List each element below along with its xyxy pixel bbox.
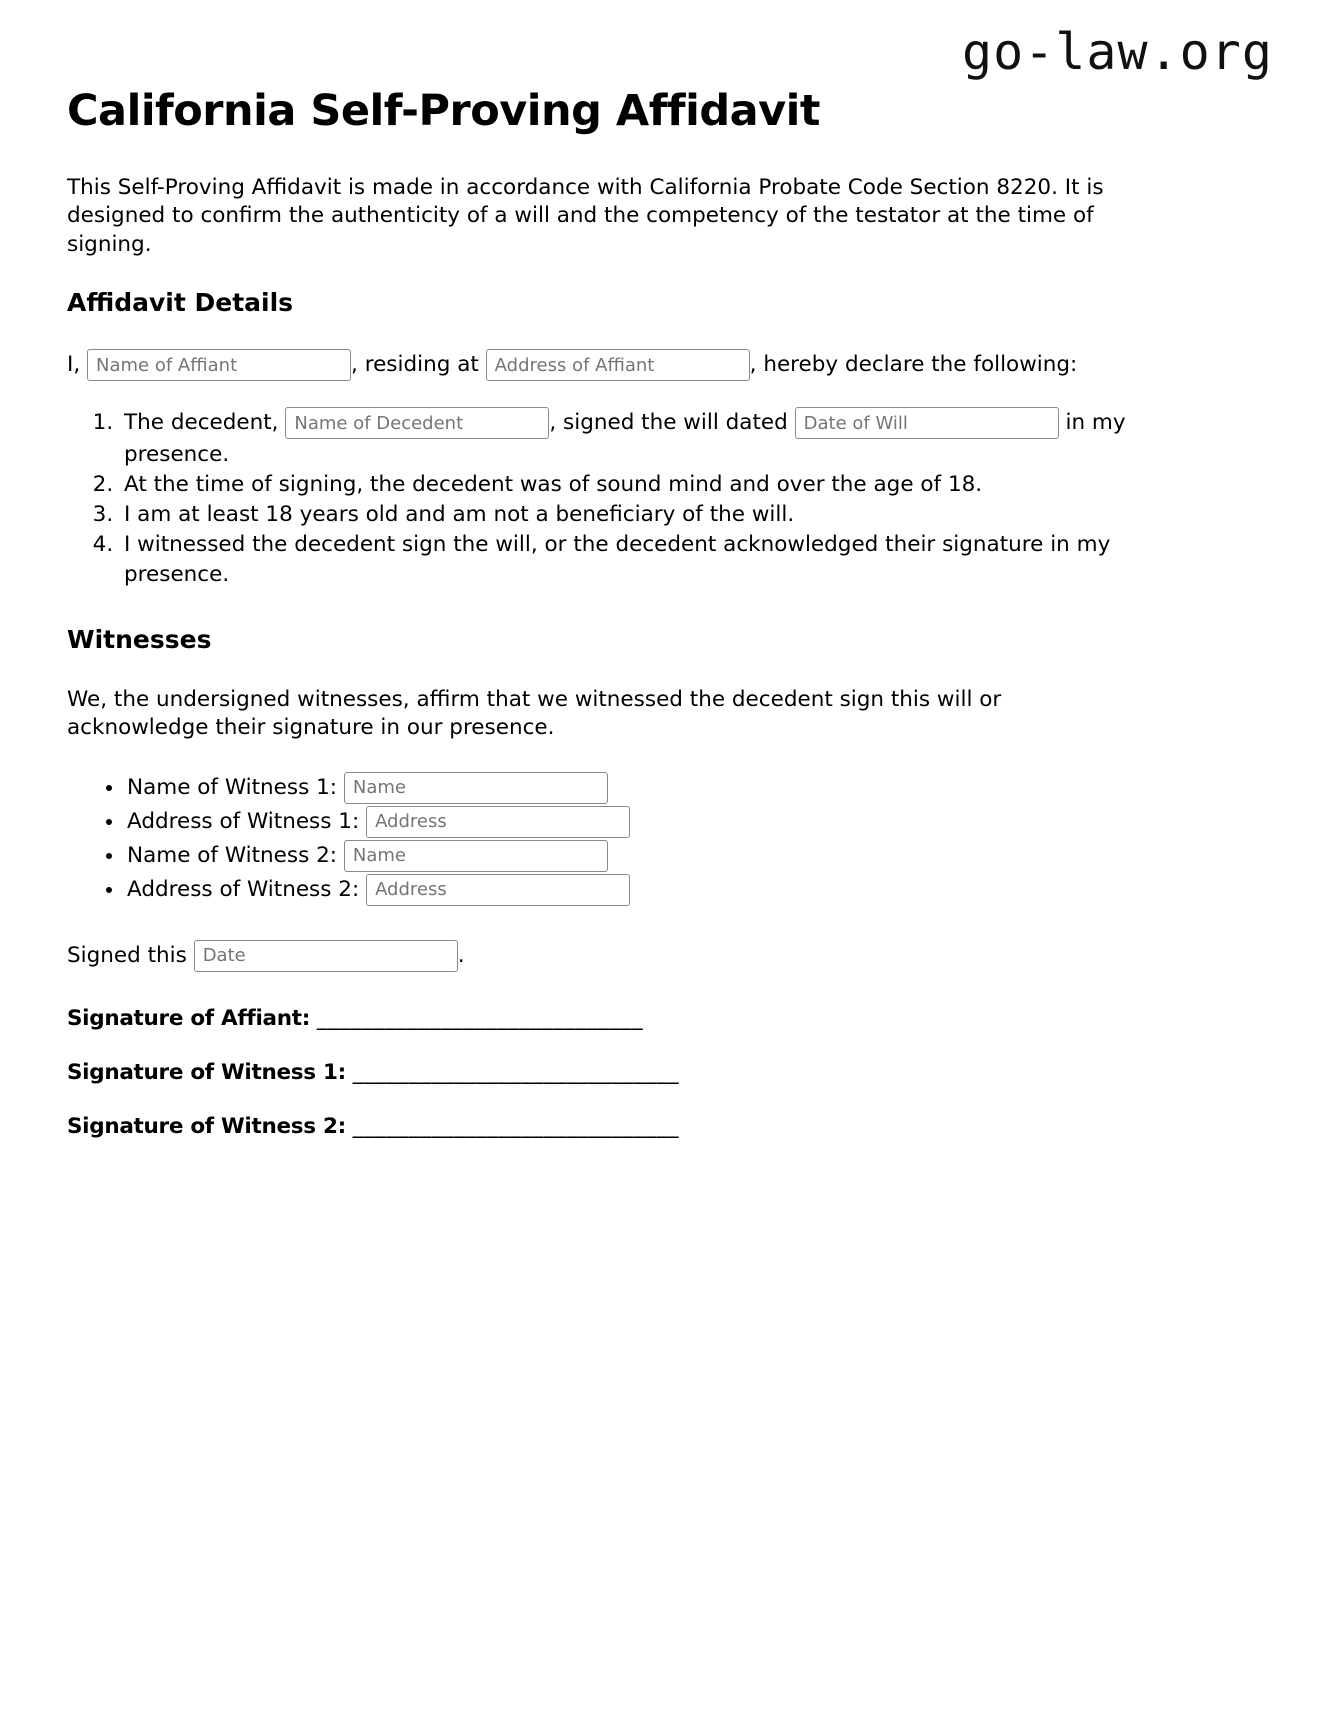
declaration-line bbox=[67, 348, 1147, 382]
witnesses-heading: Witnesses bbox=[67, 625, 212, 655]
page-title: California Self-Proving Affidavit bbox=[67, 86, 820, 136]
signed-date-line bbox=[67, 939, 1147, 973]
signature-affiant-label: Signature of Affiant: bbox=[67, 1005, 311, 1031]
signed-this-period: . bbox=[457, 942, 465, 968]
signature-witness2-rule: _____________________________ bbox=[352, 1113, 680, 1139]
witnesses-intro-paragraph: We, the undersigned witnesses, affirm that we witnessed the decedent sign this will or acknowledge their signature in our presence. bbox=[67, 686, 1002, 741]
signed-this-label: Signed this bbox=[67, 942, 187, 968]
witness1-address-input[interactable] bbox=[366, 806, 630, 838]
statement-item-3: 3. I am at least 18 years old and am not a beneficiary of the will. bbox=[120, 500, 1147, 530]
witness1-address-label: Address of Witness 1: bbox=[127, 808, 360, 834]
witness2-name-item bbox=[125, 839, 1147, 873]
signing-date-input[interactable] bbox=[194, 940, 458, 972]
statement-item-1 bbox=[120, 406, 1147, 470]
affidavit-statements-list bbox=[67, 406, 1147, 590]
signature-line-witness2 bbox=[67, 1113, 1147, 1141]
witness2-address-label: Address of Witness 2: bbox=[127, 876, 360, 902]
statement1-part3: in my presence. bbox=[124, 410, 1126, 468]
declaration-part2: , residing at bbox=[351, 352, 479, 378]
site-logo: go-law.org bbox=[961, 23, 1273, 81]
witness-fields-list bbox=[67, 771, 1147, 907]
signature-witness1-label: Signature of Witness 1: bbox=[67, 1059, 346, 1085]
witness2-name-input[interactable] bbox=[344, 840, 608, 872]
will-date-input[interactable] bbox=[795, 407, 1059, 439]
declaration-part3: , hereby declare the following: bbox=[749, 352, 1078, 378]
witness2-address-input[interactable] bbox=[366, 874, 630, 906]
witness1-address-item bbox=[125, 805, 1147, 839]
signature-affiant-rule: _____________________________ bbox=[316, 1005, 644, 1031]
statement1-part2: , signed the will dated bbox=[549, 410, 788, 436]
decedent-name-input[interactable] bbox=[285, 407, 549, 439]
document-content bbox=[0, 86, 1147, 1141]
signature-witness2-label: Signature of Witness 2: bbox=[67, 1113, 346, 1139]
affidavit-details-heading: Affidavit Details bbox=[67, 288, 294, 318]
signature-witness1-rule: _____________________________ bbox=[352, 1059, 680, 1085]
statement1-part1: The decedent, bbox=[124, 410, 279, 436]
witness1-name-item bbox=[125, 771, 1147, 805]
affiant-name-input[interactable] bbox=[87, 349, 351, 381]
signature-line-affiant bbox=[67, 1005, 1147, 1033]
witness1-name-label: Name of Witness 1: bbox=[127, 774, 338, 800]
affiant-address-input[interactable] bbox=[486, 349, 750, 381]
witness2-address-item bbox=[125, 873, 1147, 907]
witness2-name-label: Name of Witness 2: bbox=[127, 842, 338, 868]
statement-item-2: 2. At the time of signing, the decedent was of sound mind and over the age of 18. bbox=[120, 470, 1147, 500]
intro-paragraph: This Self-Proving Affidavit is made in accordance with California Probate Code Section 8220. It is designed to confirm the authenticity of a will and the competency of the testator at the time of signing. bbox=[67, 174, 1104, 257]
signature-line-witness1 bbox=[67, 1059, 1147, 1087]
witness1-name-input[interactable] bbox=[344, 772, 608, 804]
declaration-part1: I, bbox=[67, 352, 81, 378]
statement-item-4: 4. I witnessed the decedent sign the will, or the decedent acknowledged their signature in my presence. bbox=[120, 530, 1147, 590]
